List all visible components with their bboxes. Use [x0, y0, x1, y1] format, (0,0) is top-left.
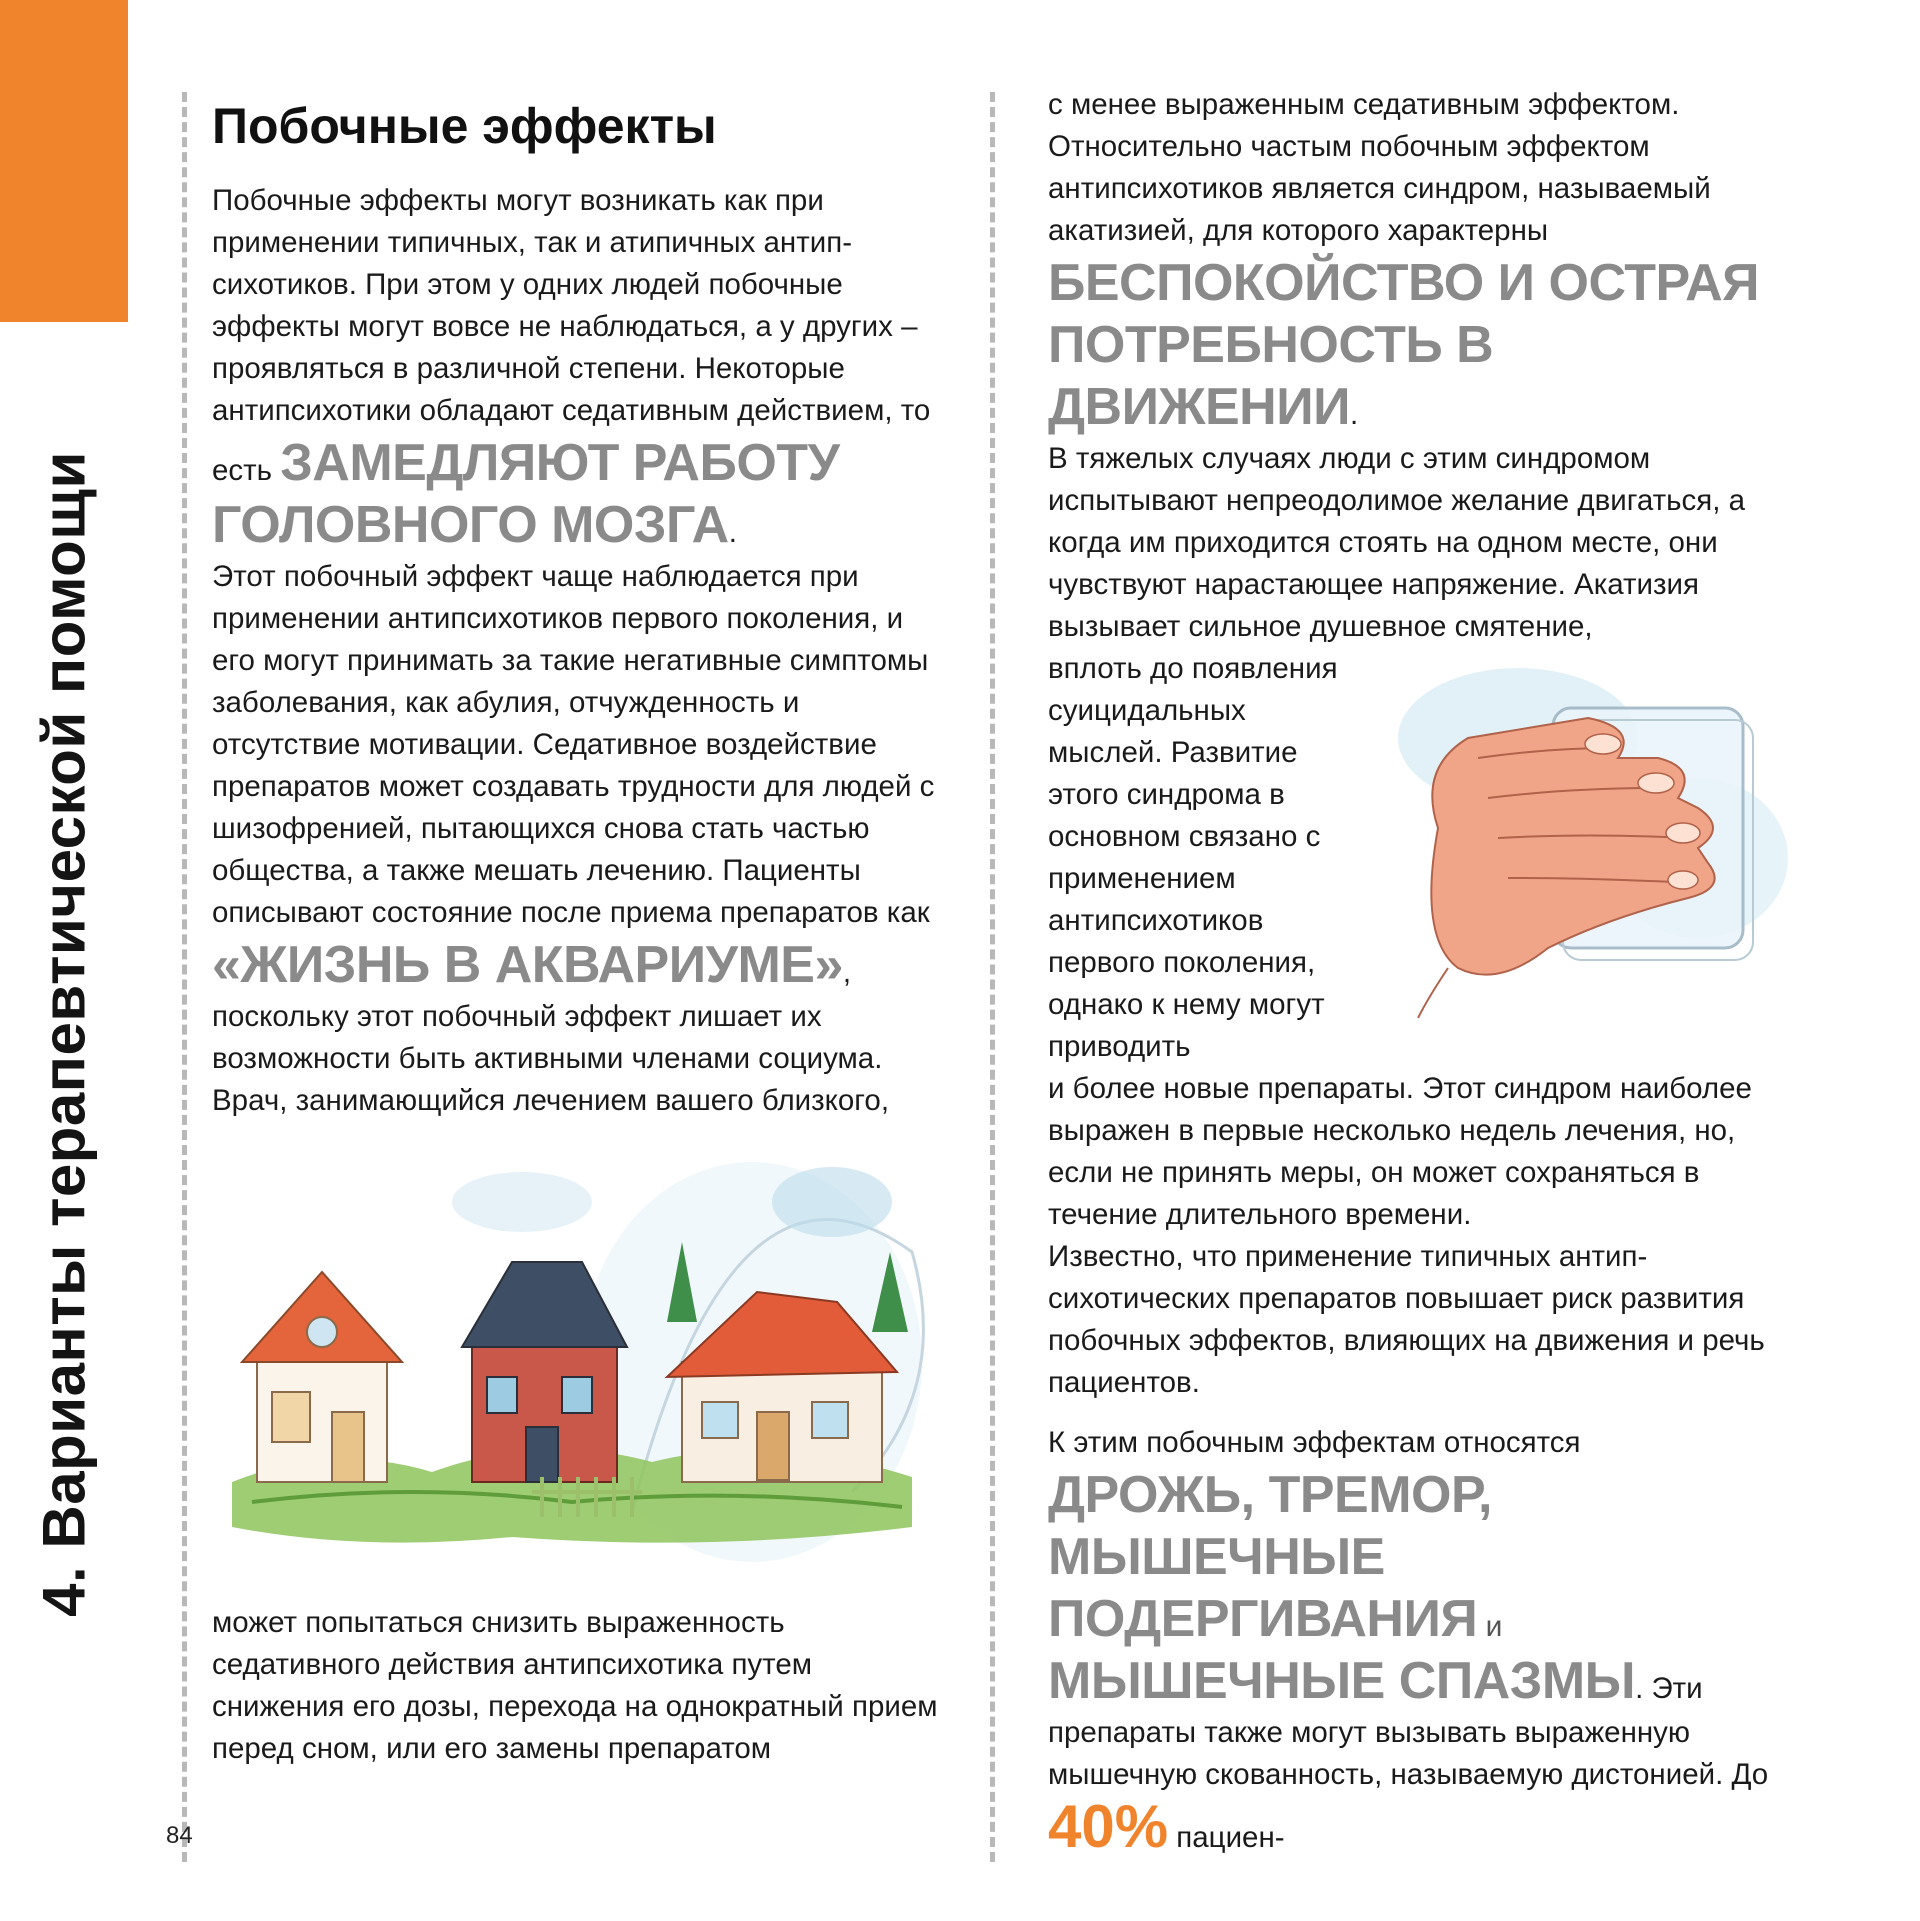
chapter-tab	[0, 0, 128, 322]
chapter-title: 4. Варианты терапевтической помощи	[30, 451, 98, 1617]
section-heading: Побочные эффекты	[212, 98, 717, 154]
paragraph-new-drugs: и более новые препараты. Этот синдром наиболее выражен в первые несколько недель лечения, но, если не принять меры, он может сохраняться в течение длительного времени.	[1048, 1072, 1752, 1231]
highlight-spasms: МЫШЕЧНЫЕ СПАЗМЫ	[1048, 1652, 1636, 1710]
paragraph-society: поскольку этот побочный эффект лишает их возможности быть активными членами социума. Врач, занимающийся лечением вашего близкого,	[212, 1000, 890, 1117]
houses-illustration	[212, 1132, 952, 1572]
column-divider	[990, 92, 995, 1862]
highlight-percent: 40%	[1048, 1793, 1169, 1860]
page-number: 84	[166, 1822, 193, 1849]
paragraph-severe-cases: В тяжелых случаях люди с этим синдромом испытывают непреодолимое желание двигаться, а когда им приходится стоять на одном месте, они чувствуют нарастающее напряжение. Акатизия вызывает сильное душевное смятение,	[1048, 442, 1746, 643]
paragraph-first-gen: Этот побочный эффект чаще наблюдается при применении антипсихотиков первого поколения, и его могут принимать за такие негативные симптомы заболевания, как абулия, отчужденность и отсутствие мотивации. Седативное воздействие препаратов может создавать трудности для людей с шизофренией, пытающихся снова стать частью общества, а также мешать лечению. Пациенты описывают состояние после приема препаратов как «ЖИЗНЬ В АКВАРИУМЕ»,	[212, 560, 935, 994]
left-column	[212, 92, 952, 1770]
highlight-aquarium: «ЖИЗНЬ В АКВАРИУМЕ»	[212, 936, 843, 994]
highlight-restlessness: БЕСПОКОЙСТВО И ОСТРАЯ ПОТРЕБНОСТЬ В ДВИЖЕНИИ	[1048, 254, 1759, 436]
highlight-tremor: ДРОЖЬ, ТРЕМОР, МЫШЕЧНЫЕ ПОДЕРГИВАНИЯ	[1048, 1466, 1492, 1648]
paragraph-tremor: К этим побочным эффектам относятся ДРОЖЬ, ТРЕМОР, МЫШЕЧНЫЕ ПОДЕРГИВАНИЯ и МЫШЕЧНЫЕ СПАЗМЫ. Эти препараты также могут вызывать выраженную мышечную скованность, называемую дистонией. До 40% пациен-	[1048, 1426, 1769, 1860]
spacer	[1048, 1404, 1788, 1422]
paragraph-suicidal: вплоть до появления суицидальных мыслей. Развитие этого синдрома в основном связано с применением антипсихотиков первого поколения, однако к нему могут приводить	[1048, 652, 1338, 1063]
right-column	[1048, 84, 1788, 1859]
paragraph-typical-risk: Известно, что применение типичных антипсихотических препаратов повышает риск развития побочных эффектов, влияющих на движения и речь пациентов.	[1048, 1240, 1765, 1399]
conjunction: и	[1477, 1610, 1503, 1643]
highlight-slow-brain: ЗАМЕДЛЯЮТ РАБОТУ ГОЛОВНОГО МОЗГА	[212, 434, 840, 554]
paragraph-akathisia: с менее выраженным седативным эффектом. Относительно частым побочным эффектом антипсихотиков является синдром, называемый акатизией, для которого характерны БЕСПОКОЙСТВО И ОСТРАЯ ПОТРЕБНОСТЬ В ДВИЖЕНИИ.	[1048, 88, 1759, 436]
left-divider	[182, 92, 187, 1862]
paragraph-reduce-dose: может попытаться снизить выраженность седативного действия антипсихотика путем снижения его дозы, перехода на однократный прием перед сном, или его замены препаратом	[212, 1606, 938, 1765]
hand-illustration	[1378, 648, 1808, 1018]
paragraph-sedation: Побочные эффекты могут возникать как при применении типичных, так и атипичных антипсихотиков. При этом у одних людей побочные эффекты могут вовсе не наблюдаться, а у других – проявляться в различной степени. Некоторые антипсихотики обладают седативным действием, то есть ЗАМЕДЛЯЮТ РАБОТУ ГОЛОВНОГО МОЗГА.	[212, 184, 931, 554]
